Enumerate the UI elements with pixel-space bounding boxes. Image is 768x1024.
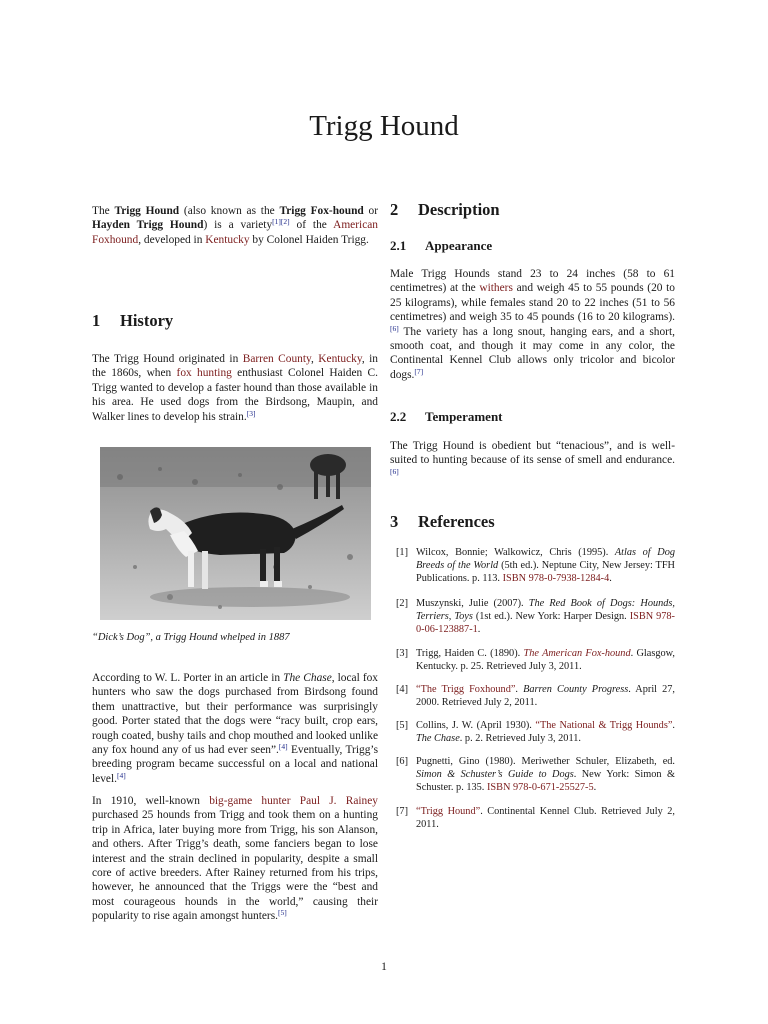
citation-link[interactable]: [6]: [390, 323, 399, 333]
wiki-link-american-foxhound[interactable]: American Foxhound: [92, 219, 378, 246]
subsection-heading-temperament: 2.2 Temperament: [390, 409, 503, 424]
reference-item: [6] Pugnetti, Gino (1980). Meriwether Schuler, Elizabeth, ed. Simon & Schuster’s Guide to Dogs. New York: Simon & Schuster. p. 135. ISBN 978-0-671-25527-5.: [396, 756, 675, 793]
reference-item: [1] Wilcox, Bonnie; Walkowicz, Chris (1995). Atlas of Dog Breeds of the World (5th ed.). Neptune City, New Jersey: TFH Publications. p. 113. ISBN 978-0-7938-1284-4.: [396, 547, 676, 584]
reference-item: [2] Muszynski, Julie (2007). The Red Book of Dogs: Hounds, Terriers, Toys (1st ed.). New York: Harper Design. ISBN 978-0-06-123887-1.: [396, 598, 675, 635]
page-title: Trigg Hound: [309, 110, 459, 142]
citation-link[interactable]: [5]: [278, 908, 287, 918]
subsection-heading-appearance: 2.1 Appearance: [390, 238, 493, 253]
citation-link[interactable]: [3]: [246, 408, 256, 418]
reference-title-link[interactable]: The American Fox-hound: [523, 648, 631, 659]
history-paragraph-1: The Trigg Hound originated in Barren County, Kentucky, in the 1860s, when fox hunting enthusiast Colonel Haiden C. Trigg wanted to develop a faster hound than those available in his area. He used dogs from the Birdsong, Maupin, and Walker lines to develop his strain.[3]: [92, 353, 378, 423]
reference-title-link[interactable]: “The Trigg Foxhound”: [416, 684, 516, 695]
isbn-link[interactable]: ISBN 978-0-06-123887-1: [416, 611, 675, 635]
citation-link[interactable]: [4]: [278, 742, 288, 752]
citation-link[interactable]: [7]: [414, 366, 424, 376]
reference-title-link[interactable]: “The National & Trigg Hounds”: [535, 720, 673, 731]
wiki-link-withers[interactable]: withers: [479, 282, 513, 295]
page-number: 1: [381, 961, 387, 973]
isbn-link[interactable]: ISBN 978-0-7938-1284-4: [502, 573, 610, 584]
reference-item: [7] “Trigg Hound”. Continental Kennel Club. Retrieved July 2, 2011.: [396, 806, 675, 830]
reference-item: [4] “The Trigg Foxhound”. Barren County Progress. April 27, 2000. Retrieved July 2, 2011.: [396, 684, 675, 708]
trigg-hound-image: [100, 447, 371, 620]
section-heading-references: 3 References: [390, 512, 495, 531]
citation-link[interactable]: [4]: [116, 770, 126, 780]
intro-paragraph: The Trigg Hound (also known as the Trigg Fox-hound or Hayden Trigg Hound) is a variety[1][2] of the American Foxhound, developed in Kentucky by Colonel Haiden Trigg.: [92, 205, 379, 246]
wiki-link-big-game-hunter[interactable]: big-game hunter: [209, 795, 291, 807]
reference-item: [5] Collins, J. W. (April 1930). “The National & Trigg Hounds”. The Chase. p. 2. Retrieved July 3, 2011.: [396, 720, 675, 744]
isbn-link[interactable]: ISBN 978-0-671-25527-5: [486, 782, 594, 793]
image-caption: “Dick’s Dog”, a Trigg Hound whelped in 1887: [92, 632, 290, 643]
citation-link[interactable]: [6]: [390, 466, 399, 476]
wiki-link-fox-hunting[interactable]: fox hunting: [176, 367, 232, 380]
dog-photo: [100, 447, 371, 620]
reference-item: [3] Trigg, Haiden C. (1890). The American Fox-hound. Glasgow, Kentucky. p. 25. Retrieved July 3, 2011.: [396, 648, 676, 672]
section-heading-description: 2 Description: [390, 200, 500, 219]
wiki-link-kentucky[interactable]: Kentucky: [318, 353, 362, 365]
citation-link[interactable]: [2]: [280, 217, 290, 227]
citation-link[interactable]: [1]: [272, 217, 281, 227]
appearance-paragraph: Male Trigg Hounds stand 23 to 24 inches (58 to 61 centimetres) at the withers and weigh 45 to 55 pounds (20 to 25 kilograms), while females stand 20 to 22 inches (51 to 56 centimetres) and weigh 35 to 45 pounds (16 to 20 kilograms).[6] The variety has a long snout, hanging ears, and a short, smooth coat, and though it may come in any color, the Continental Kennel Club allows only tricolor and bicolor dogs.[7]: [390, 268, 675, 381]
history-paragraph-3: In 1910, well-known big-game hunter Paul J. Rainey purchased 25 hounds from Trigg and took them on a hunting trip in Africa, later buying more from Trigg, his son Alanson, and others. After Trigg’s death, some fanciers began to lose interest and the strain declined in popularity, despite a small core of active breeders. After Rainey returned from his trips, however, he announced that the Triggs were the “best and most courageous hounds in the world,” causing their popularity to rise again amongst hunters.[5]: [92, 795, 378, 923]
temperament-paragraph: The Trigg Hound is obedient but “tenacious”, and is well-suited to hunting because of its sense of smell and endurance.[6]: [390, 440, 675, 476]
wiki-link-barren-county[interactable]: Barren County: [242, 353, 311, 365]
wiki-link-kentucky[interactable]: Kentucky: [205, 233, 250, 246]
reference-title-link[interactable]: “Trigg Hound”: [416, 806, 481, 817]
section-heading-history: 1 History: [92, 311, 174, 330]
history-paragraph-2: According to W. L. Porter in an article in The Chase, local fox hunters who saw the dogs purchased from Birdsong found them unattractive, but their performance was surprisingly good. Porter stated that the dogs were “racy built, crop ears, rough coated, bushy tails and chop mouthed and looked unlike any fox hound any of us had ever seen”.[4] Eventually, Trigg’s breeding program became successful on a local and national level.[4]: [92, 672, 379, 785]
wiki-link-paul-j-rainey[interactable]: Paul J. Rainey: [299, 795, 378, 807]
